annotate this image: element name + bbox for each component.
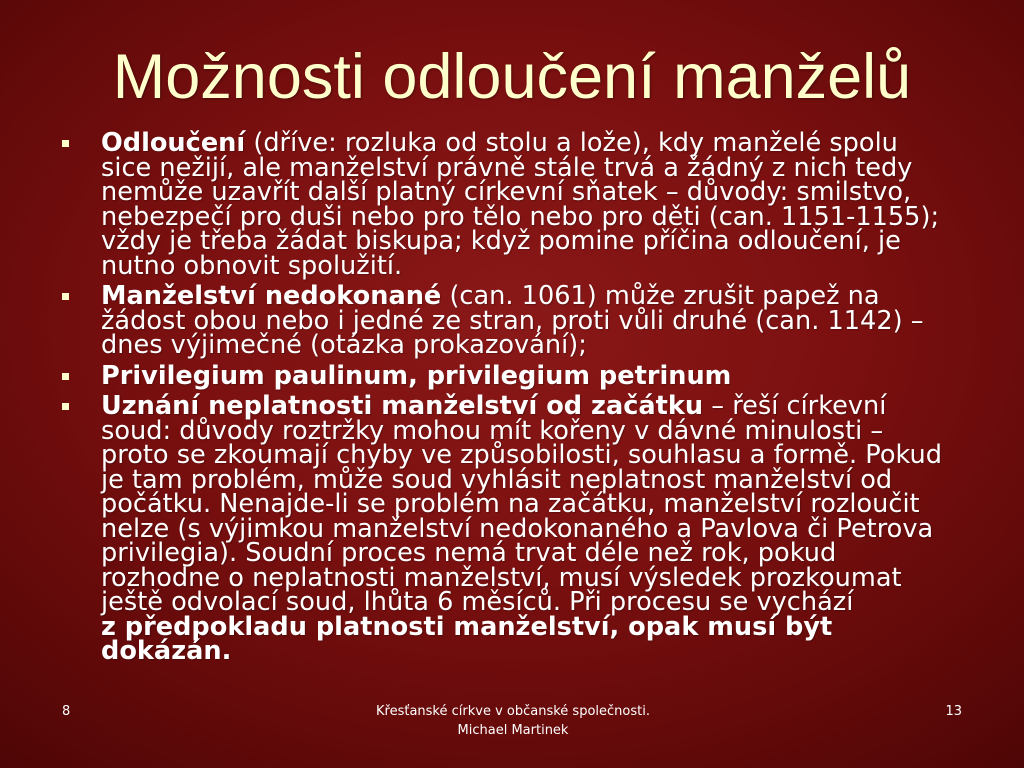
bullet-text: je tam problém, může soud vyhlásit neplatnost manželství od	[101, 464, 893, 495]
bullet-text: ještě odvolací soud, lhůta 6 měsíců. Při procesu se vychází	[101, 587, 854, 617]
bullet-square-icon	[62, 373, 69, 380]
bullet-item-privilegium	[101, 360, 981, 391]
bullet-square-icon	[62, 140, 69, 147]
bullet-line	[101, 636, 981, 666]
bullet-heading: Privilegium paulinum, privilegium petrinum	[101, 360, 732, 391]
bullet-text: dnes výjimečné (otázka prokazování);	[101, 330, 587, 360]
footer-caption	[262, 702, 764, 740]
bullet-emphasis: dokázán.	[101, 636, 232, 666]
bullet-text: počátku. Nenajde-li se problém na začátku, manželství rozloučit	[101, 489, 920, 519]
bullet-text: proto se zkoumají chyby ve způsobilosti, souhlasu a formě. Pokud	[101, 440, 942, 470]
bullet-text: žádost obou nebo i jedné ze stran, proti vůli druhé (can. 1142) –	[101, 305, 924, 336]
bullet-text: – řeší církevní	[711, 391, 887, 421]
footer-left-field: 8	[62, 704, 71, 719]
footer-caption-line-2: Michael Martinek	[457, 723, 569, 738]
bullet-text: nemůže uzavřít další platný církevní sňatek – důvody: smilstvo,	[101, 177, 912, 207]
bullet-heading: Odloučení	[101, 128, 246, 158]
bullet-heading: Uznání neplatnosti manželství od začátku	[101, 391, 704, 421]
bullet-text: nelze (s výjimkou manželství nedokonaného a Pavlova či Petrova	[101, 513, 934, 544]
bullet-text: privilegia). Soudní proces nemá trvat déle než rok, pokud	[101, 538, 837, 568]
bullet-item-odlouceni	[101, 128, 981, 281]
bullet-text: soud: důvody roztržky mohou mít kořeny v dávné minulosti –	[101, 415, 884, 446]
bullet-text: sice nežijí, ale manželství právně stále trvá a žádný z nich tedy	[101, 152, 913, 183]
bullet-text: vždy je třeba žádat biskupa; když pomine příčina odloučení, je	[101, 226, 901, 256]
footer-caption-line-1: Křesťanské církve v občanské společnosti.	[376, 704, 650, 719]
bullet-line	[101, 250, 981, 281]
bullet-heading: Manželství nedokonané	[101, 281, 442, 311]
bullet-emphasis: z předpokladu platnosti manželství, opak musí být	[101, 611, 833, 642]
bullet-text: nebezpečí pro duši nebo pro tělo nebo pro děti (can. 1151-1155);	[101, 201, 940, 232]
bullet-item-manzelstvi-nedokonane	[101, 281, 981, 360]
bullet-text: nutno obnovit spolužití.	[101, 250, 403, 281]
bullet-line	[101, 611, 981, 642]
slide-title: Možnosti odloučení manželů	[112, 42, 912, 112]
bullet-list	[101, 128, 981, 666]
bullet-text: (can. 1061) může zrušit papež na	[449, 281, 880, 311]
bullet-line	[101, 330, 981, 360]
bullet-text: rozhodne o neplatnosti manželství, musí výsledek prozkoumat	[101, 562, 902, 593]
bullet-text: (dříve: rozluka od stolu a lože), kdy manželé spolu	[253, 128, 898, 158]
bullet-line	[101, 360, 981, 391]
bullet-item-uznani-neplatnosti	[101, 391, 981, 666]
bullet-square-icon	[62, 293, 69, 300]
bullet-square-icon	[62, 403, 69, 410]
slide-number: 13	[945, 704, 962, 719]
